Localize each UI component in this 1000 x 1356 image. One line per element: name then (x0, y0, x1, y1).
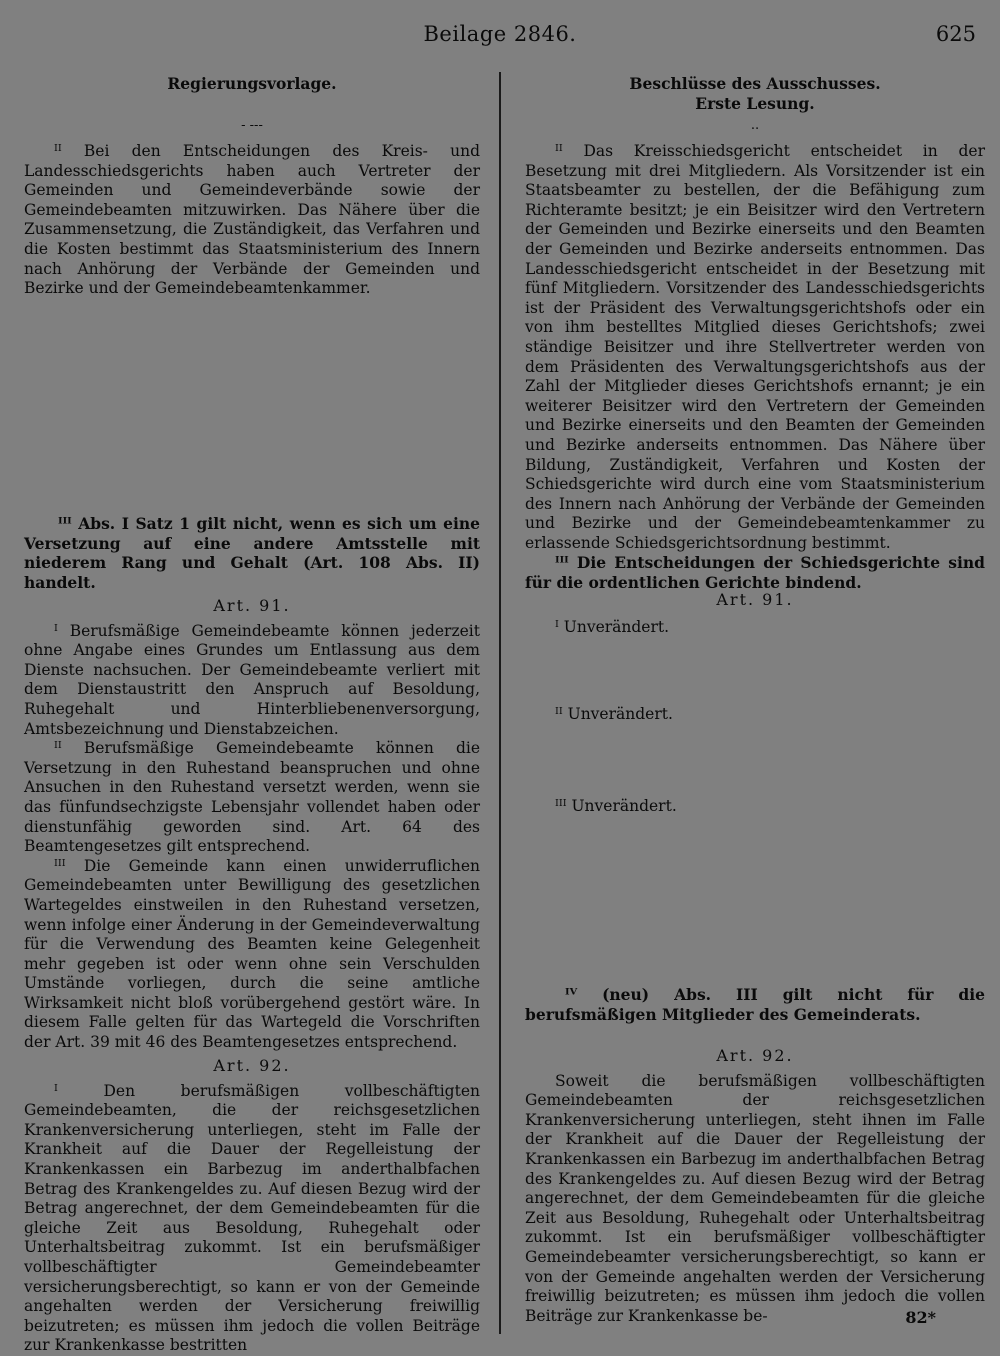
left-art92-para-1: ᴵ Den berufsmäßigen vollbeschäftigten Gemeindebeamten, die der reichsgesetzlichen Krankenversicherung unterliegen, steht im Falle der Krankheit auf die Dauer der Regelleistung der Krankenkassen ein Barbezug im anderthalbfachen Betrag des Krankengeldes zu. Auf diesen Bezug wird der Betrag angerechnet, der dem Gemeindebeamten für die gleiche Zeit aus Besoldung, Ruhegehalt oder Unterhaltsbeitrag zukommt. Ist ein berufsmäßiger vollbeschäftigter Gemeindebeamter versicherungsberechtigt, so kann er von der Gemeinde angehalten werden der Versicherung freiwillig beizutreten; es müssen ihm jedoch die vollen Beiträge zur Krankenkasse bestritten (24, 1081, 480, 1355)
left-para-iii: ᴵᴵᴵ Abs. I Satz 1 gilt nicht, wenn es sich um eine Versetzung auf eine andere Amtsstelle mit niederem Rang und Gehalt (Art. 108 Abs. II) handelt. (24, 514, 480, 592)
left-art92 (24, 1056, 480, 1356)
page-number: 625 (935, 22, 976, 46)
left-block-iii (24, 514, 480, 592)
left-art91-heading: Art. 91. (213, 596, 291, 615)
left-art91-para-3: ᴵᴵᴵ Die Gemeinde kann einen unwiderruflichen Gemeindebeamten unter Bewilligung des gesetzlichen Wartegeldes einstweilen in den Ruhestand versetzen, wenn infolge einer Änderung in der Gemeindeverwaltung für die Verwendung des Beamten keine Gelegenheit mehr gegeben ist oder wenn ohne sein Verschulden Umstände vorliegen, durch die seine amtliche Wirksamkeit nicht bloß vorübergehend gestört wäre. In diesem Falle gelten für das Wartegeld die Vorschriften der Art. 39 mit 46 des Beamtengesetzes entsprechend. (24, 856, 480, 1052)
left-art92-heading: Art. 92. (213, 1056, 291, 1075)
signature-mark: 82* (905, 1308, 936, 1327)
right-art92-heading: Art. 92. (716, 1046, 794, 1065)
right-art91 (525, 590, 985, 816)
right-column (525, 74, 985, 593)
left-ornament: - --- (241, 118, 263, 133)
left-heading: Regierungsvorlage. (167, 74, 337, 93)
right-art91-para-1: ᴵ Unverändert. (555, 617, 670, 636)
right-subheading: Erste Lesung. (695, 94, 815, 113)
right-art91-para-4: ᴵⱽ (neu) Abs. III gilt nicht für die berufsmäßigen Mitglieder des Gemeinderats. (525, 985, 985, 1024)
page-header-title: Beilage 2846. (423, 22, 577, 46)
left-art91 (24, 596, 480, 1053)
right-art91-para-2: ᴵᴵ Unverändert. (555, 705, 673, 724)
right-para-iii: ᴵᴵᴵ Die Entscheidungen der Schiedsgerichte sind für die ordentlichen Gerichte bindend. (525, 553, 985, 593)
column-divider (499, 72, 501, 1334)
right-art91-para-3: ᴵᴵᴵ Unverändert. (555, 796, 677, 815)
right-art91-iv-block (525, 985, 985, 1024)
left-para-ii: ᴵᴵ Bei den Entscheidungen des Kreis- und Landesschiedsgerichts haben auch Vertreter der Gemeinden und Gemeindeverbände sowie der Gemeindebeamten mitzuwirken. Das Nähere über die Zusammensetzung, die Zuständigkeit, das Verfahren und die Kosten bestimmt das Staatsministerium des Innern nach Anhörung der Verbände der Gemeinden und Bezirke und der Gemeindebeamtenkammer. (24, 142, 480, 298)
right-art91-heading: Art. 91. (716, 590, 794, 609)
right-ornament: .. (750, 118, 760, 133)
left-art91-para-2: ᴵᴵ Berufsmäßige Gemeindebeamte können die Versetzung in den Ruhestand beanspruchen und ohne Ansuchen in den Ruhestand versetzt werden, wenn sie das fünfundsechzigste Lebensjahr vollendet haben oder dienstunfähig geworden sind. Art. 64 des Beamtengesetzes gilt entsprechend. (24, 739, 480, 856)
right-art92 (525, 1046, 985, 1326)
right-heading: Beschlüsse des Ausschusses. (629, 74, 881, 93)
right-para-ii: ᴵᴵ Das Kreisschiedsgericht entscheidet in der Besetzung mit drei Mitgliedern. Als Vorsitzender ist ein Staatsbeamter zu bestellen, der die Befähigung zum Richteramte besitzt; je ein Beisitzer wird den Vertretern der Gemeinden und Bezirke einerseits und den Beamten der Gemeinden und Bezirke anderseits entnommen. Das Landesschiedsgericht entscheidet in der Besetzung mit fünf Mitgliedern. Vorsitzender des Landesschiedsgerichts ist der Präsident des Verwaltungsgerichtshofs oder ein von ihm bestelltes Mitglied dieses Gerichtshofs; zwei ständige Beisitzer und ihre Stellvertreter werden von dem Präsidenten des Verwaltungsgerichtshofs aus der Zahl der Mitglieder dieses Gerichtshofs ernannt; je ein weiterer Beisitzer wird den Vertretern der Gemeinden und Bezirke einerseits und den Beamten der Gemeinden und Bezirke anderseits entnommen. Das Nähere über Bildung, Zuständigkeit, Verfahren und Kosten der Schiedsgerichte wird durch eine vom Staatsministerium des Innern nach Anhörung der Verbände der Gemeinden und Bezirke und der Gemeindebeamtenkammer zu erlassende Schiedsgerichtsordnung bestimmt. (525, 142, 985, 552)
left-art91-para-1: ᴵ Berufsmäßige Gemeindebeamte können jederzeit ohne Angabe eines Grundes um Entlassung aus dem Dienste nachsuchen. Der Gemeindebeamte verliert mit dem Dienstaustritt den Anspruch auf Besoldung, Ruhegehalt und Hinterbliebenenversorgung, Amtsbezeichnung und Dienstabzeichen. (24, 621, 480, 738)
right-art92-para-1: Soweit die berufsmäßigen vollbeschäftigten Gemeindebeamten der reichsgesetzlichen Krankenversicherung unterliegen, steht ihnen im Falle der Krankheit auf die Dauer der Regelleistung der Krankenkassen ein Barbezug im anderthalbfachen Betrag des Krankengeldes zu. Auf diesen Bezug wird der Betrag angerechnet, der dem Gemeindebeamten für die gleiche Zeit aus Besoldung, Ruhegehalt oder Unterhaltsbeitrag zukommt. Ist ein berufsmäßiger vollbeschäftigter Gemeindebeamter versicherungsberechtigt, so kann er von der Gemeinde angehalten werden der Versicherung freiwillig beizutreten; es müssen ihm jedoch die vollen Beiträge zur Krankenkasse be- (525, 1071, 985, 1325)
left-column (24, 74, 480, 299)
